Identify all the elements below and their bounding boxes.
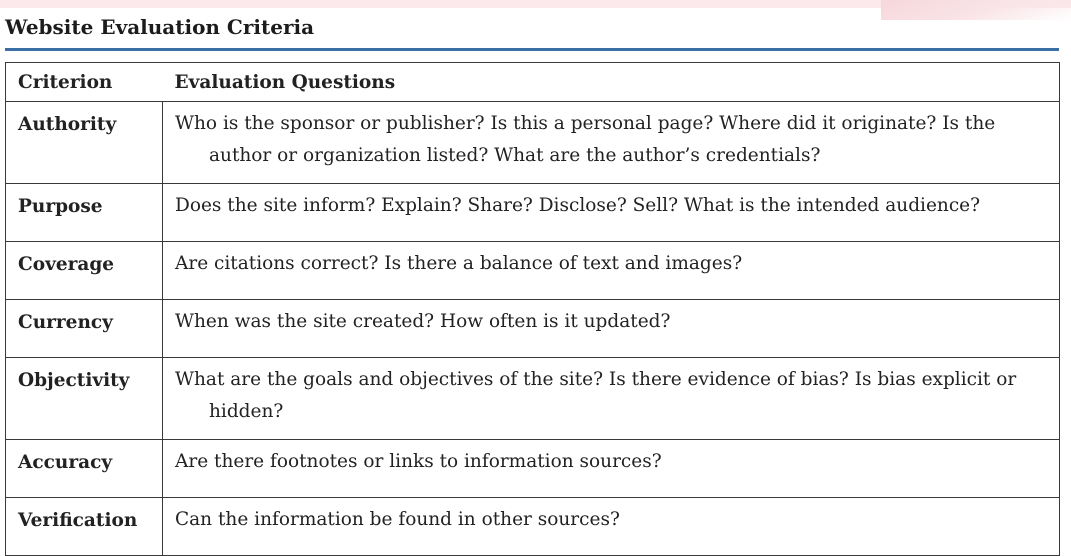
questions-cell bbox=[163, 102, 1060, 184]
table-row-coverage bbox=[6, 242, 1060, 300]
criterion-cell: Coverage bbox=[6, 242, 163, 300]
criterion-cell: Verification bbox=[6, 498, 163, 556]
questions-text: Can the information be found in other sources? bbox=[175, 509, 620, 530]
column-header-criterion: Criterion bbox=[6, 63, 163, 102]
questions-text: Does the site inform? Explain? Share? Disclose? Sell? What is the intended audience? bbox=[175, 195, 981, 216]
page-title: Website Evaluation Criteria bbox=[5, 15, 315, 39]
table-row-authority bbox=[6, 102, 1060, 184]
questions-text: Who is the sponsor or publisher? Is this a personal page? Where did it originate? Is the author or organization listed? What are the author’s credentials? bbox=[175, 113, 996, 166]
questions-cell bbox=[163, 358, 1060, 440]
table-header-row bbox=[6, 63, 1060, 102]
criterion-cell: Purpose bbox=[6, 184, 163, 242]
questions-text: Are citations correct? Is there a balance of text and images? bbox=[175, 253, 743, 274]
questions-cell bbox=[163, 498, 1060, 556]
column-header-evaluation-questions: Evaluation Questions bbox=[163, 63, 1060, 102]
questions-text: What are the goals and objectives of the site? Is there evidence of bias? Is bias explicit or hidden? bbox=[175, 369, 1017, 422]
table-row-purpose bbox=[6, 184, 1060, 242]
criterion-cell: Currency bbox=[6, 300, 163, 358]
criterion-cell: Objectivity bbox=[6, 358, 163, 440]
table-row-objectivity bbox=[6, 358, 1060, 440]
questions-cell bbox=[163, 242, 1060, 300]
table-row-accuracy bbox=[6, 440, 1060, 498]
table-row-verification bbox=[6, 498, 1060, 556]
table-row-currency bbox=[6, 300, 1060, 358]
criterion-cell: Accuracy bbox=[6, 440, 163, 498]
questions-text: Are there footnotes or links to information sources? bbox=[175, 451, 662, 472]
questions-cell bbox=[163, 184, 1060, 242]
questions-text: When was the site created? How often is it updated? bbox=[175, 311, 671, 332]
questions-cell bbox=[163, 440, 1060, 498]
title-underline bbox=[5, 48, 1059, 51]
evaluation-criteria-table bbox=[5, 62, 1060, 556]
questions-cell bbox=[163, 300, 1060, 358]
criterion-cell: Authority bbox=[6, 102, 163, 184]
top-right-decoration bbox=[881, 0, 1071, 20]
